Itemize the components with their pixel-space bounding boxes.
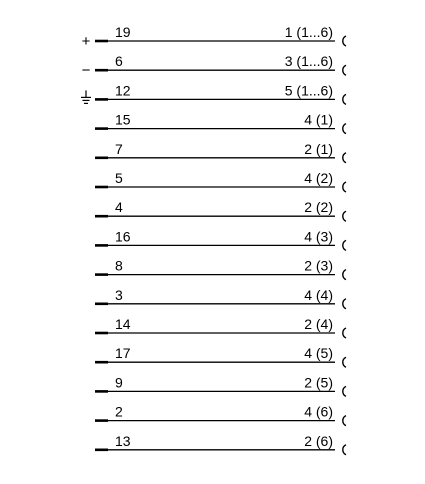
socket-icon	[343, 65, 346, 75]
contact-label: 2 (6)	[304, 432, 333, 449]
socket-icon	[343, 94, 346, 104]
contact-label: 2 (4)	[304, 316, 333, 332]
ground-icon	[81, 90, 91, 103]
socket-icon	[343, 357, 346, 367]
contact-label: 4 (2)	[304, 170, 333, 186]
wire-row	[95, 228, 346, 250]
pin-number: 3	[115, 286, 123, 303]
wire-row	[95, 316, 346, 338]
wire-row	[95, 433, 346, 455]
socket-icon	[343, 328, 346, 338]
pin-number: 4	[115, 199, 123, 216]
socket-icon	[343, 36, 346, 46]
pin-number: 12	[115, 82, 131, 99]
contact-label: 2 (1)	[304, 140, 333, 157]
pin-number: 16	[115, 228, 131, 245]
pin-number: 19	[115, 24, 131, 40]
socket-icon	[343, 211, 346, 221]
wire-row	[81, 82, 346, 104]
contact-label: 4 (3)	[304, 228, 333, 245]
wire-row	[95, 374, 346, 396]
contact-label: 3 (1...6)	[284, 53, 333, 70]
wire-row	[95, 345, 346, 367]
contact-label: 1 (1...6)	[284, 24, 333, 40]
plus-sign: +	[81, 33, 91, 50]
contact-label: 4 (5)	[304, 345, 333, 362]
wire-row	[95, 170, 346, 192]
socket-icon	[343, 270, 346, 280]
wire-row	[95, 199, 346, 221]
socket-icon	[343, 386, 346, 396]
pin-number: 9	[115, 374, 123, 391]
pin-number: 2	[115, 403, 123, 420]
contact-label: 2 (2)	[304, 199, 333, 216]
contact-label: 5 (1...6)	[284, 82, 333, 99]
socket-icon	[343, 153, 346, 163]
socket-icon	[343, 240, 346, 250]
contact-label: 4 (4)	[304, 286, 333, 303]
pin-number: 14	[115, 316, 131, 332]
socket-icon	[343, 182, 346, 192]
wire-row	[95, 112, 346, 134]
wire-row	[82, 24, 346, 50]
contact-label: 2 (5)	[304, 374, 333, 391]
contact-label: 4 (6)	[304, 403, 333, 420]
wire-row	[95, 404, 346, 426]
pin-number: 8	[115, 257, 123, 274]
wire-row	[95, 287, 346, 309]
socket-icon	[343, 416, 346, 426]
wire-row	[95, 141, 346, 163]
contact-label: 4 (1)	[304, 111, 333, 128]
pin-number: 13	[115, 432, 131, 449]
contact-label: 2 (3)	[304, 257, 333, 274]
socket-icon	[343, 124, 346, 134]
wire-row	[95, 258, 346, 280]
socket-icon	[343, 299, 346, 309]
wire-row	[82, 53, 346, 79]
pin-number: 5	[115, 170, 123, 186]
pin-number: 17	[115, 345, 131, 362]
pin-number: 6	[115, 53, 123, 70]
socket-icon	[343, 445, 346, 455]
pin-number: 15	[115, 111, 131, 128]
minus-sign: −	[81, 62, 91, 80]
pin-number: 7	[115, 140, 123, 157]
